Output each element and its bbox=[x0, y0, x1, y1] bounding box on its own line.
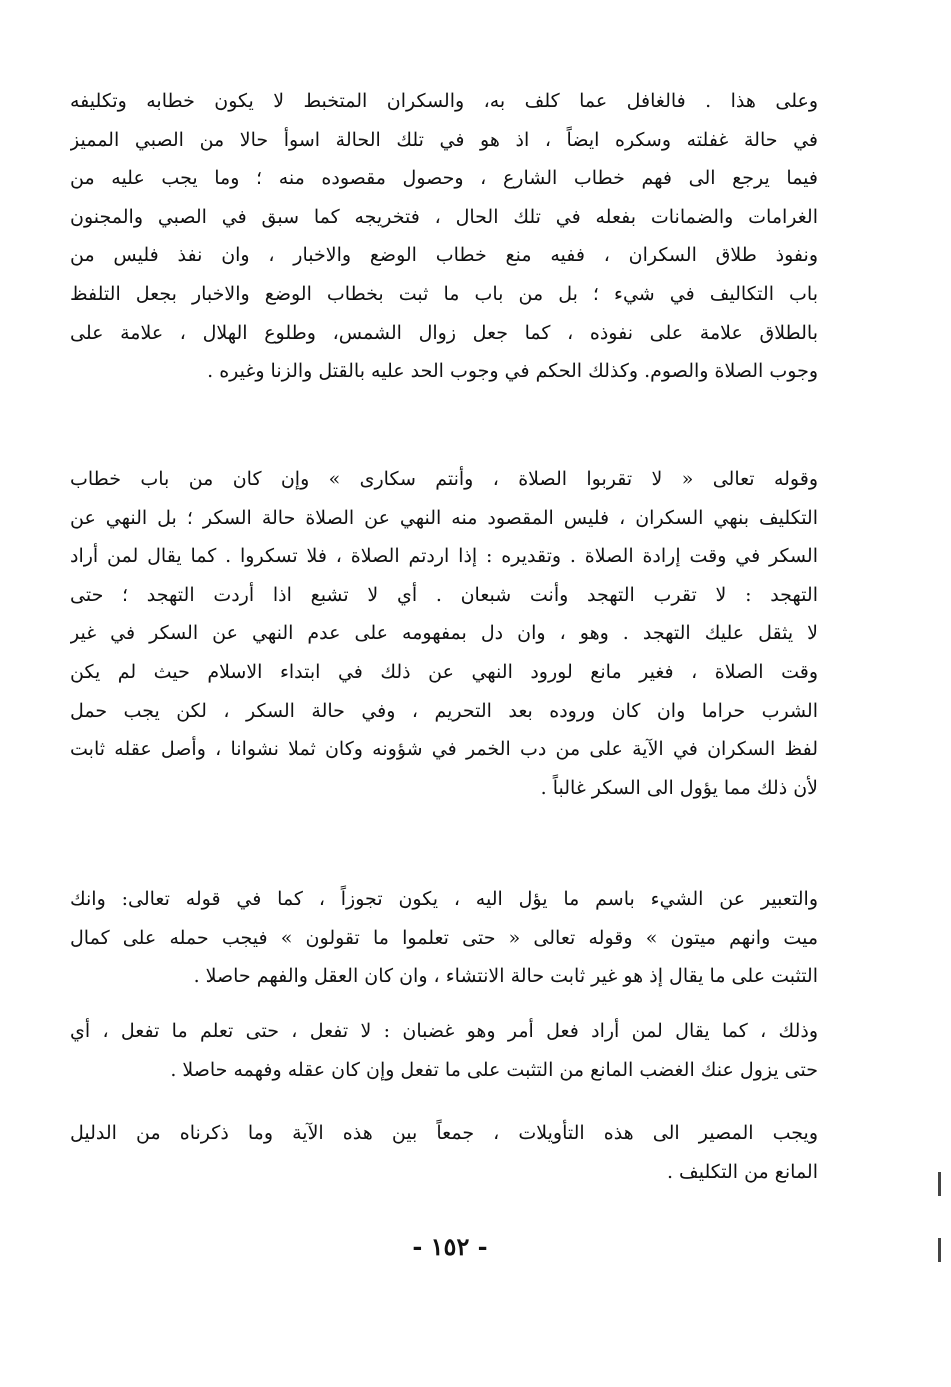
text-line: بالطلاق علامة على نفوذه ، كما جعل زوال الشمس، وطلوع الهلال ، علامة على bbox=[70, 321, 818, 344]
text-line: المانع من التكليف . bbox=[666, 1160, 818, 1183]
scan-edge-mark bbox=[938, 1238, 941, 1262]
text-line: السكر في وقت إرادة الصلاة . وتقديره : إذا اردتم الصلاة ، فلا تسكروا . كما يقال لمن أراد bbox=[70, 545, 818, 568]
text-line: لفظ السكران في الآية على من دب الخمر في شؤونه وكان ثملا نشوانا ، وأصل عقله ثابت bbox=[70, 738, 818, 761]
paragraph-3 bbox=[70, 880, 818, 996]
text-line: لأن ذلك مما يؤول الى السكر غالباً . bbox=[540, 776, 818, 799]
text-line: حتى يزول عنك الغضب المانع من التثبت على ما تفعل وإن كان عقله وفهمه حاصلا . bbox=[170, 1058, 818, 1081]
paragraph-5 bbox=[70, 1114, 818, 1191]
text-line: ويجب المصير الى هذه التأويلات ، جمعاً بين هذه الآية وما ذكرناه من الدليل bbox=[70, 1122, 818, 1144]
text-line: الغرامات والضمانات بفعله في تلك الحال ، فتخريجه كما سبق في الصبي والمجنون bbox=[70, 205, 818, 228]
text-line: وجوب الصلاة والصوم. وكذلك الحكم في وجوب الحد عليه بالقتل والزنا وغيره . bbox=[207, 360, 818, 383]
text-line: الشرب حراما وان كان وروده بعد التحريم ، وفي حالة السكر ، لكن يجب حمل bbox=[70, 699, 818, 722]
text-line: باب التكاليف في شيء ؛ بل من باب ما ثبت بخطاب الوضع والاخبار بجعل التلفظ bbox=[70, 282, 818, 305]
text-line: وعلى هذا . فالغافل عما كلف به، والسكران المتخبط لا يكون خطابه وتكليفه bbox=[70, 90, 818, 112]
text-line: التهجد : لا تقرب التهجد وأنت شبعان . أي لا تشبع اذا أردت التهجد ؛ حتى bbox=[70, 583, 818, 606]
text-line: التثبت على ما يقال إذ هو غير ثابت حالة الانتشاء ، وان كان العقل والفهم حاصلا . bbox=[193, 965, 818, 988]
text-line: وقت الصلاة ، فغير مانع لورود النهي عن ذلك في ابتداء الاسلام حيث لم يكن bbox=[70, 660, 818, 683]
text-line: ونفوذ طلاق السكران ، ففيه منع خطاب الوضع والاخبار ، وان نفذ فليس من bbox=[70, 244, 818, 267]
text-line: لا يثقل عليك التهجد . وهو ، وان دل بمفهومه على عدم النهي عن السكر في غير bbox=[70, 622, 818, 645]
text-line: ميت وانهم ميتون » وقوله تعالى « حتى تعلموا ما تقولون » فيجب حمله على كمال bbox=[70, 926, 818, 949]
text-line: وقوله تعالى « لا تقربوا الصلاة ، وأنتم سكارى » وإن كان من باب خطاب bbox=[70, 468, 818, 490]
text-line: وذلك ، كما يقال لمن أراد فعل أمر وهو غضبان : لا تفعل ، حتى تعلم ما تفعل ، أي bbox=[70, 1020, 818, 1042]
text-line: والتعبير عن الشيء باسم ما يؤل اليه ، يكون تجوزاً ، كما في قوله تعالى: وانك bbox=[70, 888, 818, 910]
page-number: - ١٥٢ - bbox=[412, 1232, 488, 1261]
text-line: التكليف بنهي السكران ، فليس المقصود منه النهي عن الصلاة حالة السكر ؛ بل النهي عن bbox=[70, 506, 818, 529]
text-line: في حالة غفلته وسكره ايضاً ، اذ هو في تلك الحالة اسوأ حالا من الصبي المميز bbox=[70, 128, 818, 151]
paragraph-2 bbox=[70, 460, 818, 807]
paragraph-4 bbox=[70, 1012, 818, 1089]
paragraph-1 bbox=[70, 82, 818, 391]
scan-edge-mark bbox=[938, 1172, 941, 1196]
text-line: فيما يرجع الى فهم خطاب الشارع ، وحصول مقصوده منه ؛ وما يجب عليه من bbox=[70, 167, 818, 190]
